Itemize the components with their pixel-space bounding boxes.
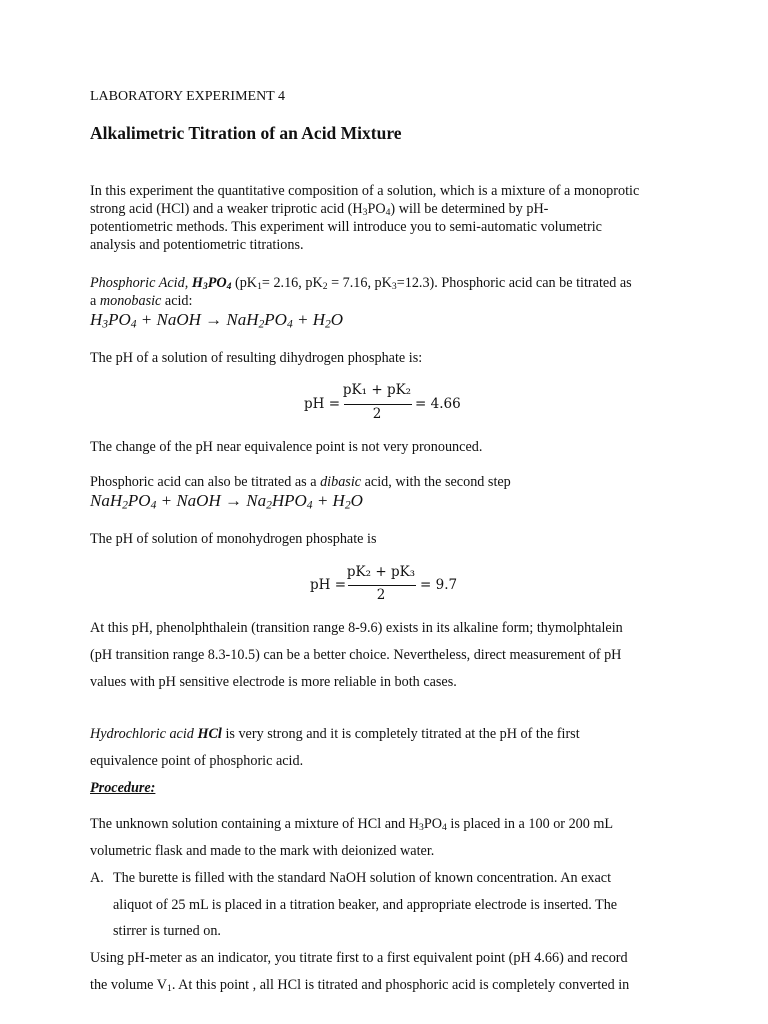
ph-sentence: The pH of a solution of resulting dihydrogen phosphate is: <box>90 350 423 366</box>
formula-1-rhs: = 4.66 <box>415 396 461 412</box>
intro-line-4: analysis and potentiometric titrations. <box>90 237 304 253</box>
lab-label: LABORATORY EXPERIMENT 4 <box>90 89 285 104</box>
procedure-line-4: the volume $V_1$. At this point , all HCl is titrated and phosphoric acid is completely converted in <box>90 977 630 994</box>
indicator-line-1: At this pH, phenolphthalein (transition range 8-9.6) exists in its alkaline form; thymolphtalein <box>90 620 623 636</box>
hcl-line-2: equivalence point of phosphoric acid. <box>90 753 304 769</box>
intro-line-3: potentiometric methods. This experiment will introduce you to semi-automatic volumetric <box>90 219 602 235</box>
change-sentence: The change of the pH near equivalence point is not very pronounced. <box>90 439 483 455</box>
dibasic-sentence: Phosphoric acid can also be titrated as a dibasic acid, with the second step <box>90 474 511 490</box>
page-title: Alkalimetric Titration of an Acid Mixture <box>90 123 402 143</box>
formula-2-denominator: 2 <box>376 587 386 603</box>
formula-2-numerator: pK₂ + pK₃ <box>346 564 416 580</box>
step-a-line-1: The burette is filled with the standard NaOH solution of known concentration. An exact <box>113 870 612 886</box>
formula-2-fraction-bar <box>348 585 416 586</box>
intro-line-2: strong acid (HCl) and a weaker triprotic acid $(H_3PO_4)$ will be determined by pH- <box>90 201 549 218</box>
procedure-heading: Procedure: <box>90 780 156 796</box>
reaction-equation-1: $H_3PO_4$ + NaOH → $NaH_2PO_4 + H_2O$ <box>90 310 344 331</box>
step-a-line-3: stirrer is turned on. <box>113 923 221 939</box>
formula-1-numerator: pK₁ + pK₂ <box>342 382 412 398</box>
step-a-marker: A. <box>90 870 104 886</box>
indicator-line-2: (pH transition range 8.3-10.5) can be a better choice. Nevertheless, direct measurement of pH <box>90 647 622 663</box>
procedure-line-3: Using pH-meter as an indicator, you titrate first to a first equivalent point (pH 4.66) and record <box>90 950 628 966</box>
intro-line-1: In this experiment the quantitative composition of a solution, which is a mixture of a monoprotic <box>90 183 640 199</box>
mono-sentence: The pH of solution of monohydrogen phosphate is <box>90 531 377 547</box>
hcl-line-1: Hydrochloric acid HCl is very strong and it is completely titrated at the pH of the first <box>90 726 580 742</box>
formula-1-denominator: 2 <box>372 406 382 422</box>
formula-1-fraction-bar <box>344 404 412 405</box>
procedure-line-2: volumetric flask and made to the mark with deionized water. <box>90 843 435 859</box>
formula-2-rhs: = 9.7 <box>420 577 458 593</box>
formula-1-lhs: pH = <box>304 396 341 412</box>
step-a-line-2: aliquot of 25 mL is placed in a titration beaker, and appropriate electrode is inserted. The <box>113 897 618 913</box>
reaction-equation-2: $NaH_2PO_4$ + NaOH → $Na_2HPO_4 + H_2O$ <box>90 491 363 512</box>
phosphoric-line-1: Phosphoric Acid, $H_3PO_4$ ($pK_1= 2.16$, $pK_2 = 7.16$, $pK_3=12.3$). Phosphoric acid can be titrated as <box>90 275 632 292</box>
phosphoric-line-2: a monobasic acid: <box>90 293 193 309</box>
procedure-line-1: The unknown solution containing a mixture of HCl and $H_3PO_4$ is placed in a 100 or 200 mL <box>90 816 614 833</box>
formula-2-lhs: pH = <box>310 577 347 593</box>
indicator-line-3: values with pH sensitive electrode is more reliable in both cases. <box>90 674 457 690</box>
